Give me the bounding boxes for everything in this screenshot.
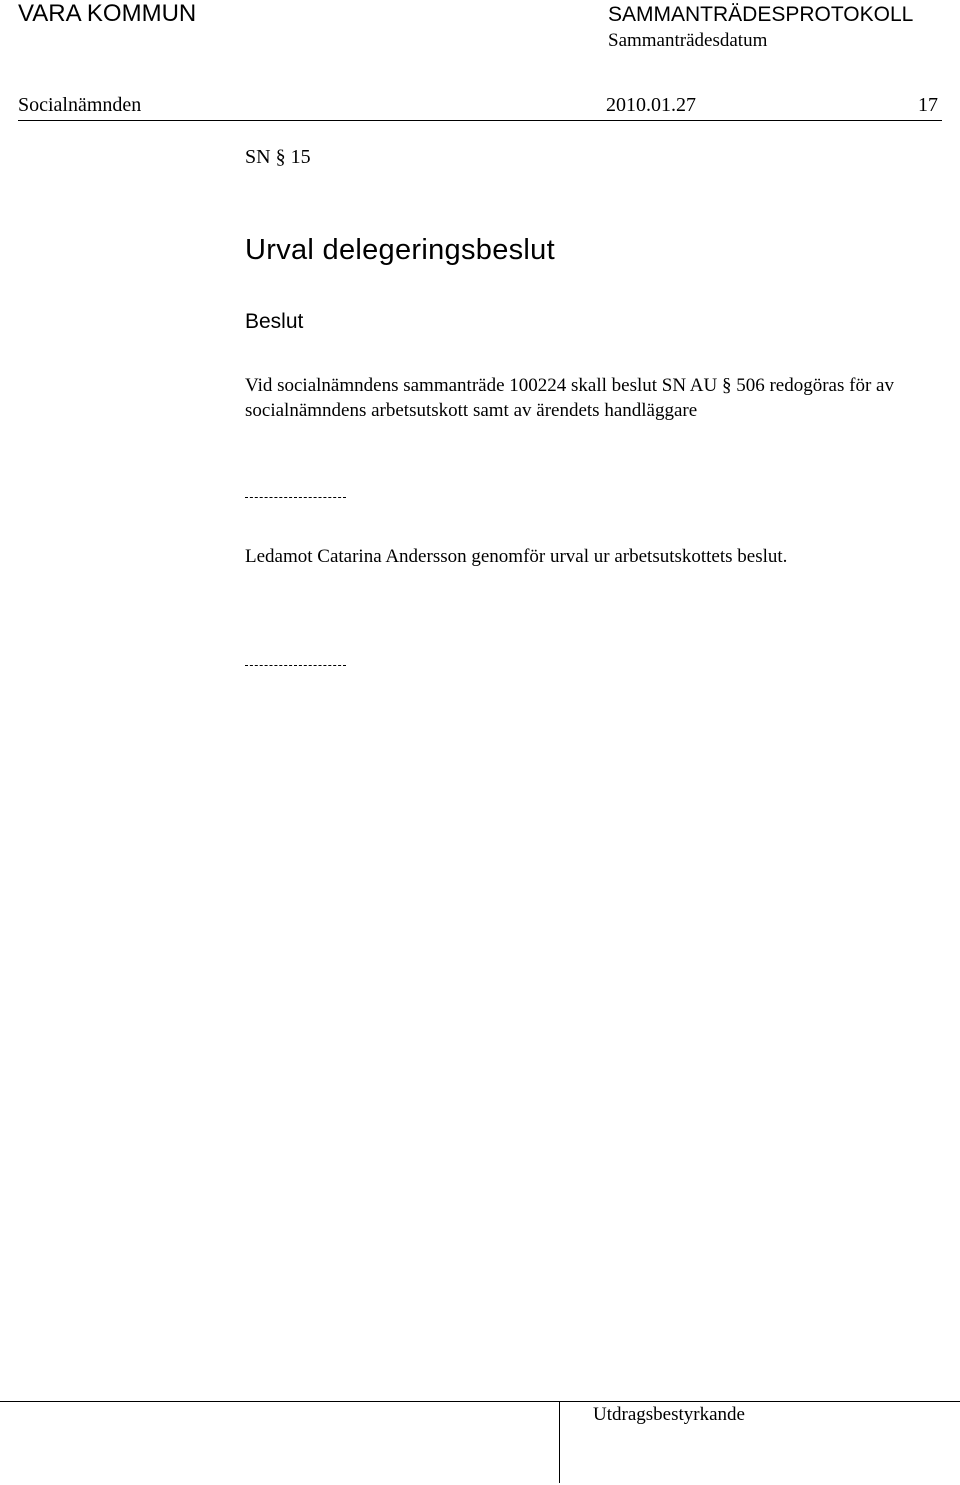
- meeting-date-label: Sammanträdesdatum: [608, 30, 768, 51]
- decision-text: Vid socialnämndens sammanträde 100224 skall beslut SN AU § 506 redogöras för av socialnämndens arbetsutskott samt av ärendets handläggare: [245, 375, 894, 421]
- page-title: Urval delegeringsbeslut: [245, 234, 555, 266]
- meeting-date: 2010.01.27: [606, 94, 696, 116]
- organization-name: VARA KOMMUN: [18, 0, 197, 27]
- committee-name: Socialnämnden: [18, 94, 142, 116]
- paragraph-reference: SN § 15: [245, 146, 311, 168]
- document-type: SAMMANTRÄDESPROTOKOLL: [608, 3, 914, 26]
- header-rule: [18, 120, 942, 121]
- note-text: Ledamot Catarina Andersson genomför urval ur arbetsutskottets beslut.: [245, 546, 788, 567]
- separator-line: [245, 497, 346, 498]
- footer-divider: [559, 1401, 560, 1483]
- separator-line: [245, 665, 346, 666]
- page-number: 17: [918, 94, 938, 116]
- section-heading: Beslut: [245, 310, 304, 333]
- extract-certification-label: Utdragsbestyrkande: [593, 1404, 745, 1425]
- footer-rule: [0, 1401, 960, 1402]
